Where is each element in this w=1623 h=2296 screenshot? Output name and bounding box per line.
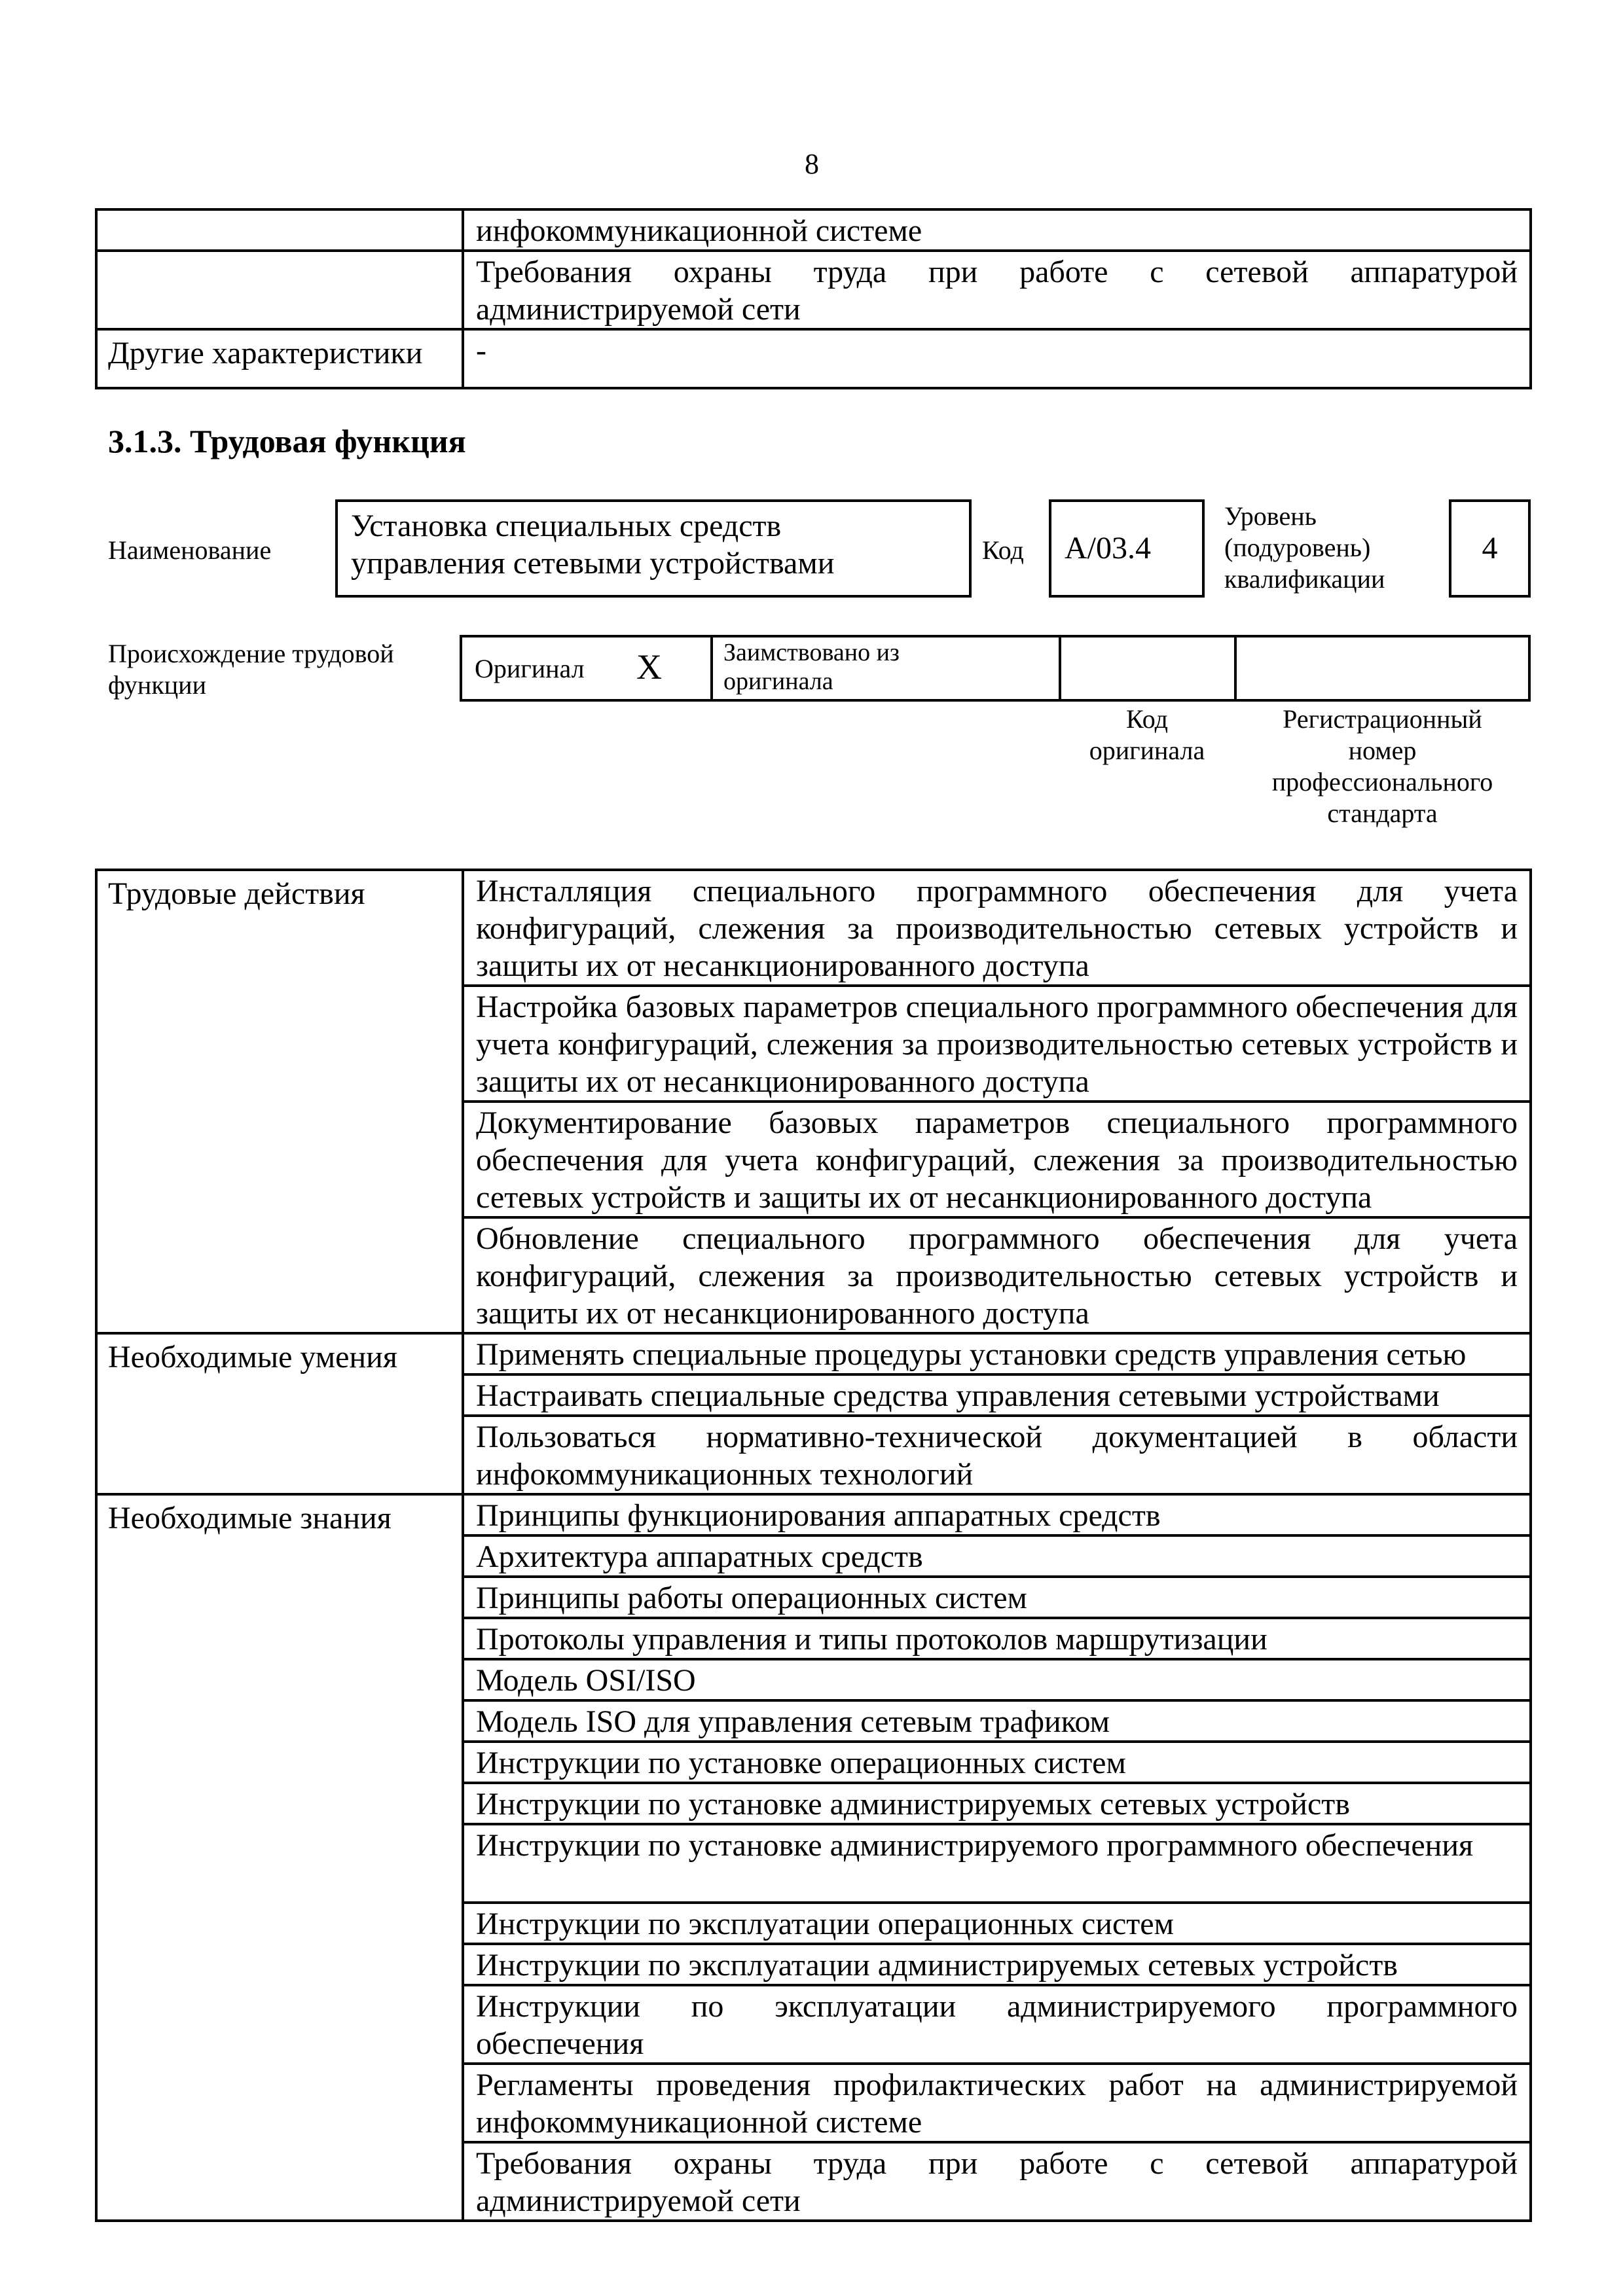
- borrowed-label-line1: Заимствовано из: [723, 639, 900, 666]
- code-box: [1049, 499, 1205, 598]
- function-name-line2: управления сетевыми устройствами: [351, 546, 835, 581]
- group-title: Необходимые умения: [108, 1340, 397, 1374]
- table-cell: Документирование базовых параметров специального программного обеспечения для учета конфигураций, слежения за производительностью сетевых устройств и защиты их от несанкционированного доступа: [463, 1102, 1531, 1217]
- origin-label-line1: Происхождение трудовой: [108, 639, 394, 668]
- group-title-cell: [96, 870, 463, 1333]
- function-name-line1: Установка специальных средств: [351, 509, 782, 543]
- level-value: 4: [1482, 531, 1498, 565]
- table-cell: Принципы работы операционных систем: [463, 1577, 1531, 1618]
- reg-caption: [1234, 704, 1531, 829]
- table-cell: Инструкции по эксплуатации администрируемых сетевых устройств: [463, 1944, 1531, 1985]
- reg-caption-line2: номер: [1348, 736, 1417, 765]
- origin-divider-3: [1234, 635, 1237, 702]
- table-cell: Пользоваться нормативно-технической документацией в области инфокоммуникационных технологий: [463, 1416, 1531, 1494]
- table-cell: Требования охраны труда при работе с сетевой аппаратурой администрируемой сети: [463, 2142, 1531, 2221]
- reg-caption-line3: профессионального: [1271, 767, 1493, 797]
- origin-divider-1: [710, 635, 713, 702]
- table-cell: [96, 209, 463, 251]
- table-row: [96, 251, 1531, 329]
- table-cell: Модель ISO для управления сетевым трафиком: [463, 1700, 1531, 1742]
- table-cell: инфокоммуникационной системе: [463, 209, 1531, 251]
- original-mark: X: [636, 647, 662, 687]
- table-row: [96, 1494, 1531, 1535]
- code-label: Код: [982, 535, 1024, 565]
- code-value: А/03.4: [1065, 531, 1151, 565]
- function-name-box: [335, 499, 972, 598]
- borrowed-label: [723, 638, 900, 696]
- table-cell: Регламенты проведения профилактических работ на администрируемой инфокоммуникационной системе: [463, 2064, 1531, 2142]
- origin-divider-2: [1059, 635, 1061, 702]
- group-title: Трудовые действия: [108, 876, 365, 911]
- table-cell: Требования охраны труда при работе с сетевой аппаратурой администрируемой сети: [463, 251, 1531, 329]
- table-cell: -: [463, 329, 1531, 388]
- table-cell: Применять специальные процедуры установки средств управления сетью: [463, 1333, 1531, 1374]
- table-cell: [96, 251, 463, 329]
- group-title: Необходимые знания: [108, 1501, 392, 1535]
- table-row: [96, 870, 1531, 986]
- table-cell: Принципы функционирования аппаратных средств: [463, 1494, 1531, 1535]
- code-caption-line2: оригинала: [1089, 736, 1205, 765]
- code-caption: [1059, 704, 1235, 766]
- table-cell: Инструкции по установке администрируемого программного обеспечения: [463, 1824, 1531, 1903]
- table-cell: Инструкции по установке операционных систем: [463, 1742, 1531, 1783]
- group-title-cell: [96, 1494, 463, 2221]
- origin-box: [460, 635, 1531, 702]
- table-cell: Инструкции по эксплуатации операционных систем: [463, 1903, 1531, 1944]
- table-cell: Архитектура аппаратных средств: [463, 1535, 1531, 1577]
- group-title-cell: [96, 1333, 463, 1494]
- section-title: 3.1.3. Трудовая функция: [108, 423, 466, 459]
- table-row: [96, 329, 1531, 388]
- table-cell: Протоколы управления и типы протоколов маршрутизации: [463, 1618, 1531, 1659]
- table-cell: Инструкции по установке администрируемых сетевых устройств: [463, 1783, 1531, 1824]
- origin-label-line2: функции: [108, 670, 206, 700]
- table-cell: Обновление специального программного обеспечения для учета конфигураций, слежения за производительностью сетевых устройств и защиты их от несанкционированного доступа: [463, 1217, 1531, 1333]
- origin-label: [108, 638, 394, 701]
- table-cell: Инструкции по эксплуатации администрируемого программного обеспечения: [463, 1985, 1531, 2064]
- table-row: [96, 1333, 1531, 1374]
- reg-caption-line4: стандарта: [1327, 798, 1438, 828]
- table-cell: Инсталляция специального программного обеспечения для учета конфигураций, слежения за производительностью сетевых устройств и защиты их от несанкционированного доступа: [463, 870, 1531, 986]
- main-table: [95, 869, 1532, 2222]
- table-cell: Настройка базовых параметров специального программного обеспечения для учета конфигураций, слежения за производительностью сетевых устройств и защиты их от несанкционированного доступа: [463, 986, 1531, 1102]
- top-table: [95, 208, 1532, 389]
- table-cell: Настраивать специальные средства управления сетевыми устройствами: [463, 1374, 1531, 1416]
- original-label: Оригинал: [475, 654, 585, 683]
- name-label: Наименование: [108, 535, 272, 565]
- page-number: 8: [805, 148, 819, 180]
- table-cell: Модель OSI/ISO: [463, 1659, 1531, 1700]
- table-cell: Другие характеристики: [96, 329, 463, 388]
- level-label-line1: Уровень: [1224, 501, 1317, 531]
- level-label-line3: квалификации: [1224, 564, 1385, 594]
- reg-caption-line1: Регистрационный: [1283, 704, 1482, 734]
- level-label-line2: (подуровень): [1224, 533, 1371, 562]
- borrowed-label-line2: оригинала: [723, 668, 833, 695]
- level-label: [1224, 501, 1385, 595]
- table-row: [96, 209, 1531, 251]
- level-box: [1449, 499, 1531, 598]
- code-caption-line1: Код: [1126, 704, 1168, 734]
